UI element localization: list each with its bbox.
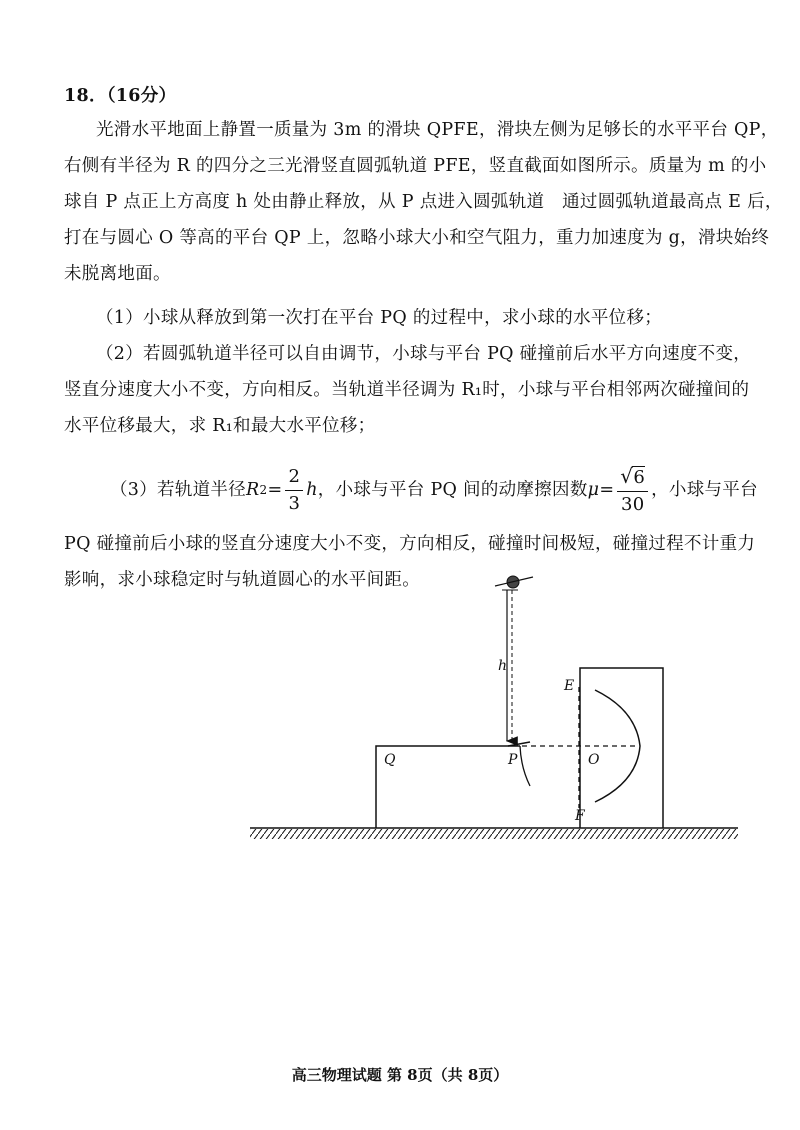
label-o: O xyxy=(588,752,600,768)
part2-line-2: 竖直分速度大小不变，方向相反。当轨道半径调为 R₁时，小球与平台相邻两次碰撞间的 xyxy=(64,380,750,400)
fraction-denominator-30: 30 xyxy=(620,493,645,515)
part3-suffix: ，小球与平台 xyxy=(651,480,758,500)
intro-line-1: 光滑水平地面上静置一质量为 3m 的滑块 QPFE，滑块左侧为足够长的水平平台 QP， xyxy=(96,120,779,140)
part3-first-line xyxy=(110,455,758,525)
intro-line-4: 打在与圆心 O 等高的平台 QP 上，忽略小球大小和空气阻力，重力加速度为 g，滑块始终 xyxy=(64,228,770,248)
fraction-numerator: 2 xyxy=(285,466,303,491)
part3-prefix: （3）若轨道半径 xyxy=(110,480,247,500)
ground-hatching xyxy=(250,829,738,839)
part1-text: （1）小球从释放到第一次打在平台 PQ 的过程中，求小球的水平位移； xyxy=(96,308,663,328)
fraction-denominator: 3 xyxy=(288,492,301,514)
label-p: P xyxy=(508,752,518,768)
fraction-two-thirds xyxy=(285,466,303,515)
h-symbol: h xyxy=(306,480,318,500)
part3-middle: ，小球与平台 PQ 间的动摩擦因数 xyxy=(317,480,588,500)
r2-symbol: R xyxy=(246,480,260,500)
label-q: Q xyxy=(384,752,396,768)
label-f: F xyxy=(575,808,585,824)
part2-line-3: 水平位移最大，求 R₁和最大水平位移； xyxy=(64,416,376,436)
label-h: h xyxy=(498,658,508,674)
intro-line-3: 球自 P 点正上方高度 h 处由静止释放，从 P 点进入圆弧轨道 通过圆弧轨道最高点 E 后， xyxy=(64,192,783,212)
equals-sign: = xyxy=(267,480,283,500)
part3-line-2: PQ 碰撞前后小球的竖直分速度大小不变，方向相反，碰撞时间极短，碰撞过程不计重力 xyxy=(64,534,756,554)
right-block xyxy=(580,668,663,828)
apparatus-figure xyxy=(240,570,740,850)
mu-symbol: μ xyxy=(587,480,600,500)
fraction-sqrt6-over-30 xyxy=(617,465,648,516)
question-number: 18．（16分） xyxy=(64,86,177,106)
arc-track-lower xyxy=(520,746,530,786)
page-footer: 高三物理试题 第 8页（共 8页） xyxy=(291,1066,509,1084)
platform-qp xyxy=(376,746,520,828)
r2-subscript: 2 xyxy=(259,483,268,497)
label-e: E xyxy=(564,678,575,694)
part2-line-1: （2）若圆弧轨道半径可以自由调节，小球与平台 PQ 碰撞前后水平方向速度不变， xyxy=(96,344,752,364)
equals-sign-2: = xyxy=(599,480,615,500)
sqrt-numerator: √6 xyxy=(617,465,648,492)
intro-line-5: 未脱离地面。 xyxy=(64,264,171,284)
part3-line-3: 影响，求小球稳定时与轨道圆心的水平间距。 xyxy=(64,570,420,590)
intro-line-2: 右侧有半径为 R 的四分之三光滑竖直圆弧轨道 PFE，竖直截面如图所示。质量为 m 的小 xyxy=(64,156,767,176)
sqrt-argument: 6 xyxy=(633,466,646,488)
